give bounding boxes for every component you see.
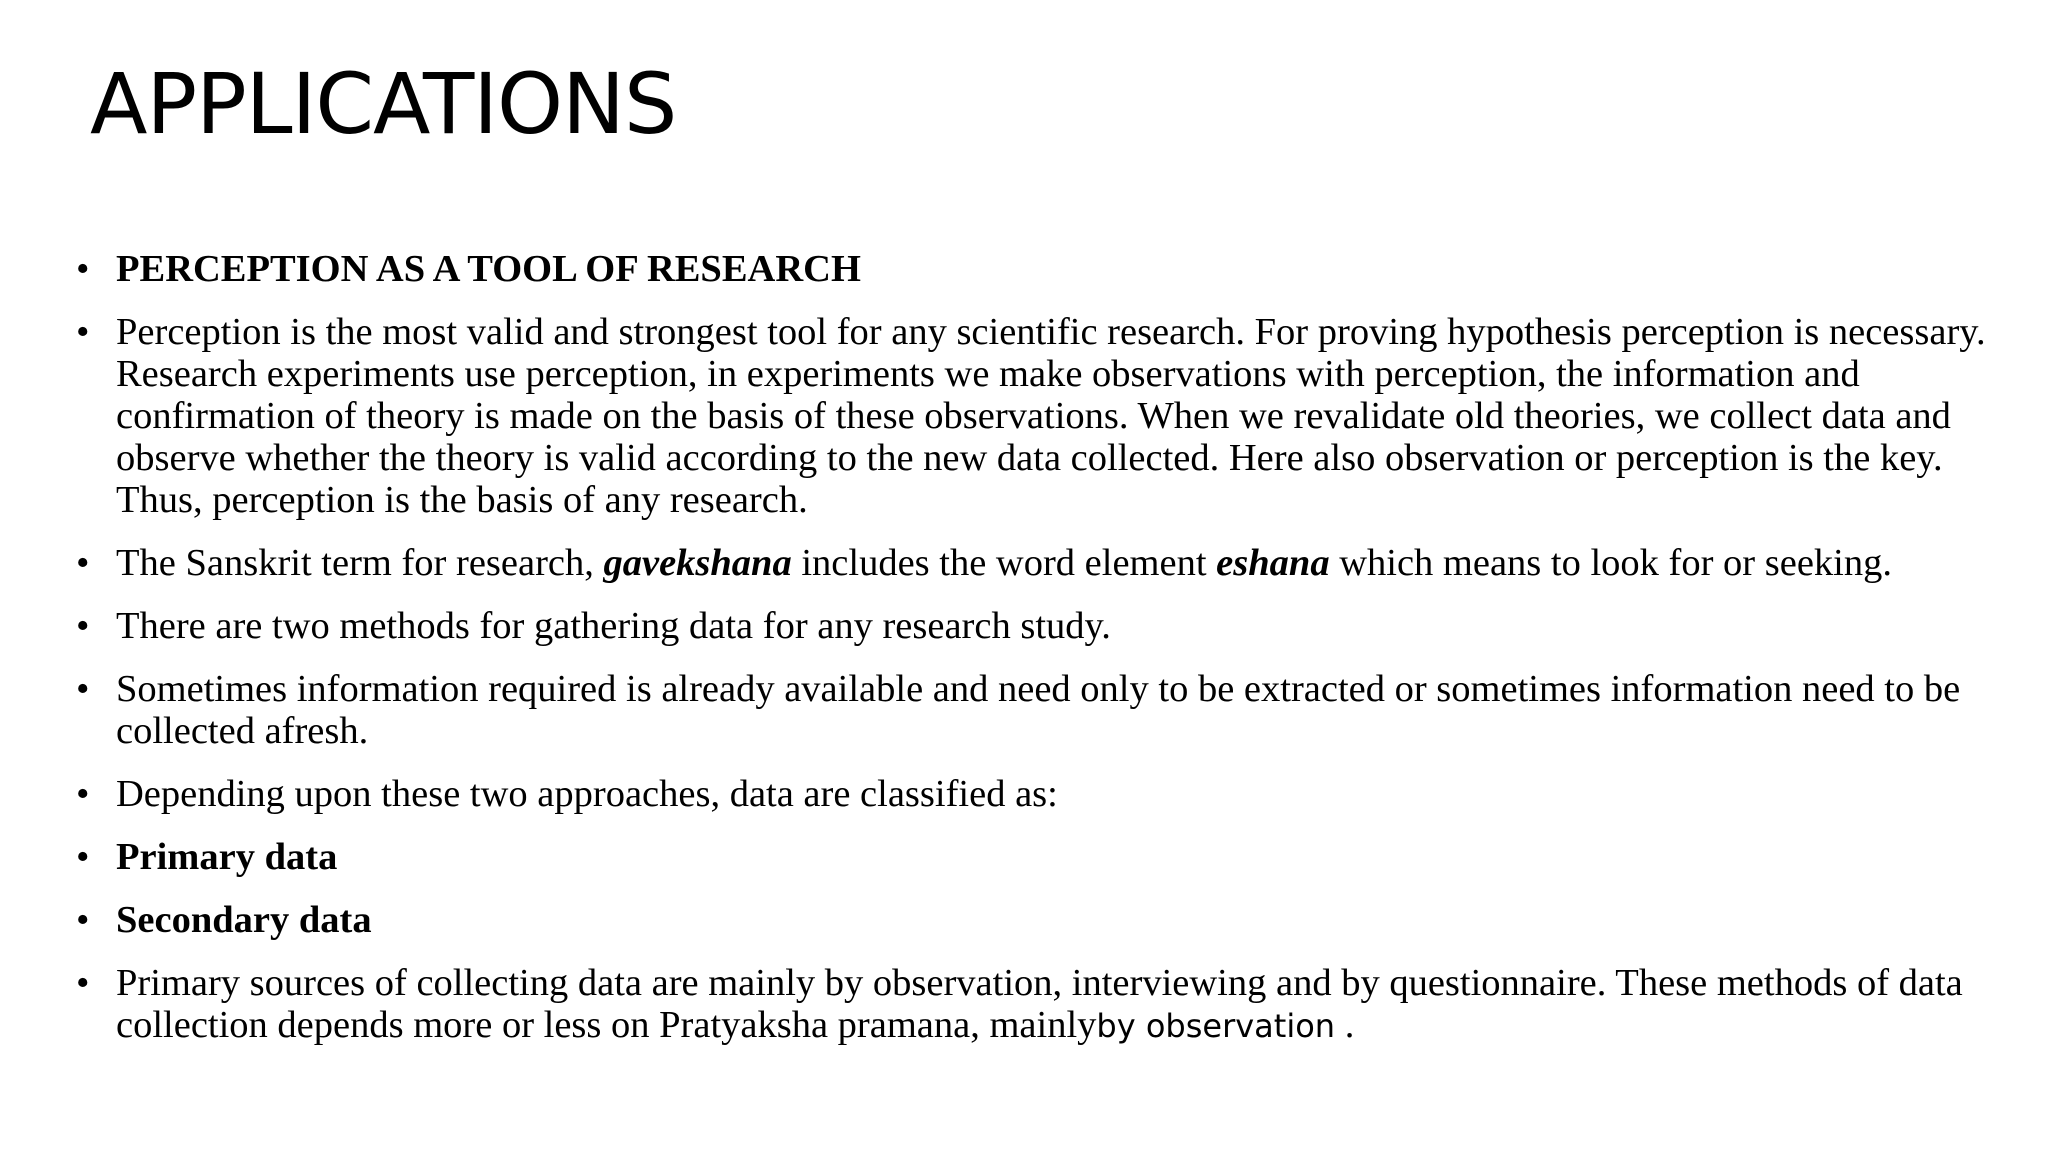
secondary-data-label: Secondary data	[116, 899, 372, 941]
bullet-icon: •	[76, 542, 90, 584]
bullet-item-secondary	[76, 899, 1996, 941]
sanskrit-text-part1: The Sanskrit term for research,	[116, 542, 604, 584]
bullet-item-primary	[76, 836, 1996, 878]
section-heading: PERCEPTION AS A TOOL OF RESEARCH	[116, 248, 861, 290]
bullet-list	[76, 248, 1996, 1068]
bullet-icon: •	[76, 773, 90, 815]
sources-text-part2: by observation	[1096, 1007, 1336, 1045]
slide-title: APPLICATIONS	[90, 55, 677, 153]
bullet-icon: •	[76, 962, 90, 1004]
term-eshana: eshana	[1216, 542, 1330, 584]
bullet-icon: •	[76, 668, 90, 710]
bullet-item-sanskrit	[76, 542, 1996, 584]
bullet-item-heading	[76, 248, 1996, 290]
sources-text-part1: Primary sources of collecting data are mainly by observation, interviewing and by questionnaire. These methods of data collection depends more or less on Pratyaksha pramana, mainly	[116, 962, 1963, 1046]
depending-text: Depending upon these two approaches, data are classified as:	[116, 773, 1058, 815]
bullet-item-perception	[76, 311, 1996, 521]
bullet-item-methods	[76, 605, 1996, 647]
bullet-item-sometimes	[76, 668, 1996, 752]
primary-data-label: Primary data	[116, 836, 338, 878]
bullet-icon: •	[76, 836, 90, 878]
bullet-item-sources	[76, 962, 1996, 1047]
bullet-icon: •	[76, 605, 90, 647]
bullet-icon: •	[76, 899, 90, 941]
methods-text: There are two methods for gathering data for any research study.	[116, 605, 1111, 647]
perception-text: Perception is the most valid and strongest tool for any scientific research. For proving hypothesis perception is necessary. Research experiments use perception, in experiments we make observations with perception, the information and confirmation of theory is made on the basis of these observations. When we revalidate old theories, we collect data and observe whether the theory is valid according to the new data collected. Here also observation or perception is the key. Thus, perception is the basis of any research.	[116, 311, 1986, 521]
bullet-item-depending	[76, 773, 1996, 815]
bullet-icon: •	[76, 311, 90, 353]
term-gavekshana: gavekshana	[603, 542, 792, 584]
sanskrit-text-part3: which means to look for or seeking.	[1329, 542, 1892, 584]
bullet-icon: •	[76, 248, 90, 290]
sources-text-part3: .	[1335, 1004, 1355, 1046]
sanskrit-text-part2: includes the word element	[791, 542, 1217, 584]
sometimes-text: Sometimes information required is already available and need only to be extracted or sometimes information need to be collected afresh.	[116, 668, 1961, 752]
